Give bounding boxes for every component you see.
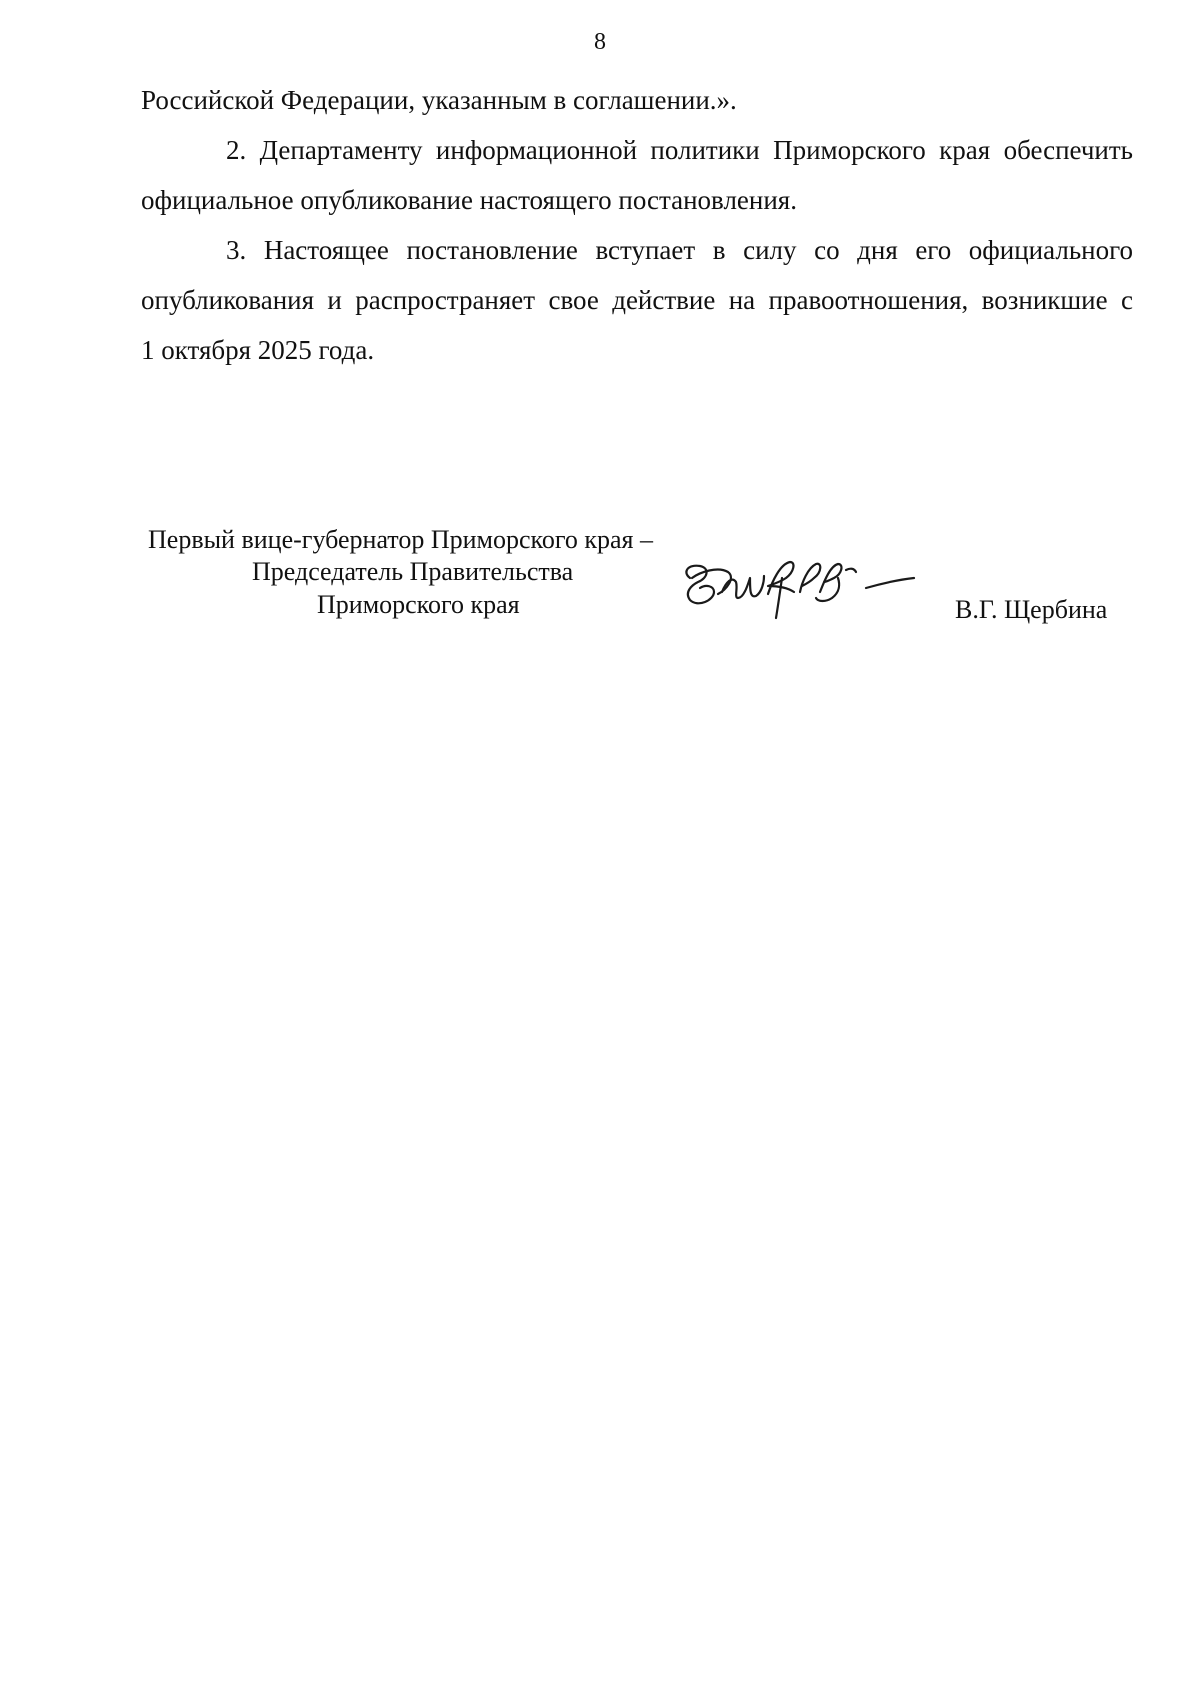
- signatory-title-line-2: Председатель Правительства: [252, 557, 574, 586]
- signatory-title-line-3: Приморского края: [317, 590, 520, 619]
- paragraph-2-line-2: официальное опубликование настоящего постановления.: [141, 185, 797, 215]
- paragraph-3-line-2: опубликования и распространяет свое действие на правоотношения, возникшие с: [141, 285, 1133, 315]
- signatory-title-line-1: Первый вице-губернатор Приморского края –: [148, 525, 653, 554]
- paragraph-3-line-3: 1 октября 2025 года.: [141, 335, 375, 365]
- signatory-name: В.Г. Щербина: [955, 595, 1108, 624]
- paragraph-continuation-line: Российской Федерации, указанным в соглашении.».: [141, 85, 737, 115]
- paragraph-3-line-1: 3. Настоящее постановление вступает в силу со дня его официального: [226, 235, 1133, 265]
- handwritten-signature: [670, 548, 920, 628]
- paragraph-2-line-1: 2. Департаменту информационной политики Приморского края обеспечить: [226, 135, 1133, 165]
- page-number: 8: [594, 29, 606, 55]
